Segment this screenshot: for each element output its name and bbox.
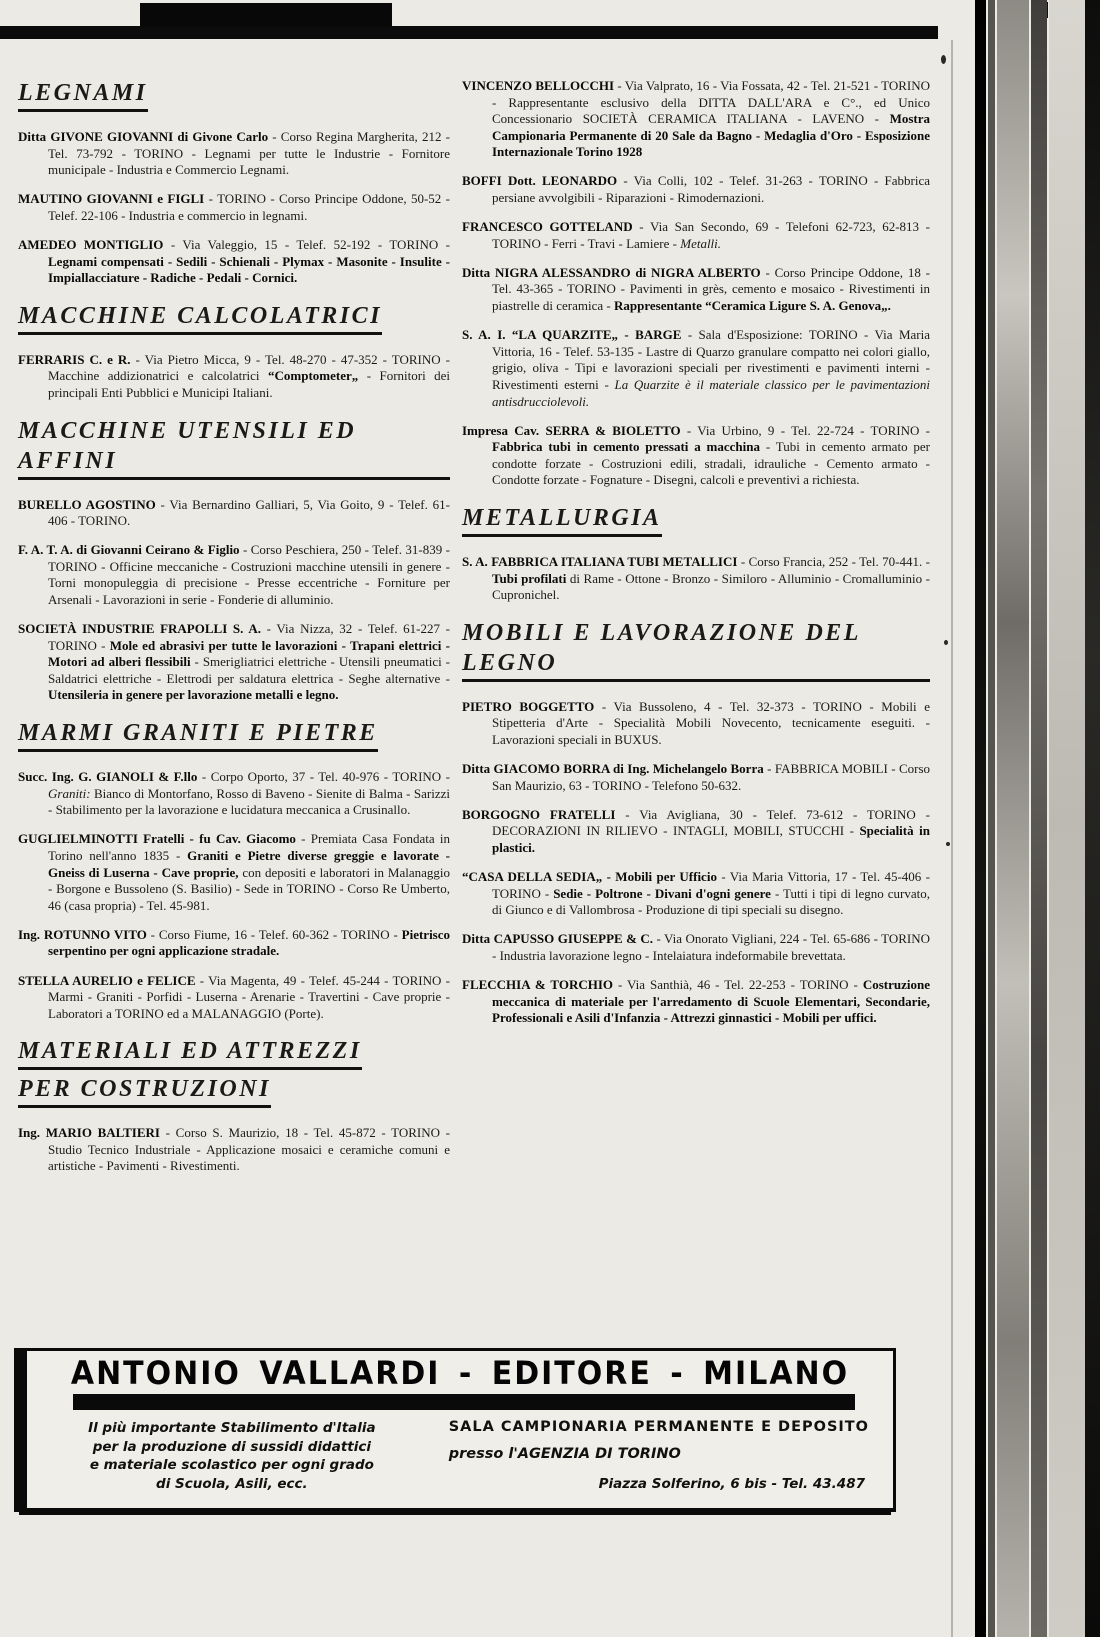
directory-entry: FERRARIS C. e R. - Via Pietro Micca, 9 - Tel. 48-270 - 47-352 - TORINO - Macchine addizionatrici e calcolatrici “Comptometer„ - Fornitori dei principali Enti Pubblici e Municipi Italiani. <box>18 351 451 400</box>
directory-entry: Ing. ROTUNNO VITO - Corso Fiume, 16 - Telef. 60-362 - TORINO - Pietrisco serpentino per ogni applicazione stradale. <box>18 926 451 959</box>
ad-agency-line: presso l'AGENZIA DI TORINO <box>448 1446 681 1462</box>
binding-shadow <box>988 0 995 1637</box>
directory-entry: MAUTINO GIOVANNI e FIGLI - TORINO - Corso Principe Oddone, 50-52 - Telef. 22-106 - Industria e commercio in legnami. <box>18 191 451 223</box>
binding-shadow <box>1049 0 1085 1637</box>
section-title: MACCHINE UTENSILI ED AFFINI <box>18 416 450 484</box>
directory-entry: Succ. Ing. G. GIANOLI & F.llo - Corpo Oporto, 37 - Tel. 40-976 - TORINO - Graniti: Bianco di Montorfano, Rosso di Baveno - Sienite di Balma - Sarizzi - Stabilimento per la lavorazione e lucidatura meccanica a Crusinallo. <box>18 769 450 818</box>
vallardi-ad <box>14 1348 896 1512</box>
directory-entry: Impresa Cav. SERRA & BIOLETTO - Via Urbino, 9 - Tel. 22-724 - TORINO - Fabbrica tubi in cemento pressati a macchina - Tubi in cemento armato per condotte forzate - Costruzioni edili, stradali, idrauliche - Cemento armato - Condotte forzate - Fognature - Disegni, calcoli e preventivi a richiesta. <box>462 422 931 488</box>
ad-left-line: di Scuola, Asili, ecc. <box>156 1475 308 1492</box>
directory-entry: S. A. I. “LA QUARZITE„ - BARGE - Sala d'Esposizione: TORINO - Via Maria Vittoria, 16 - Telef. 53-135 - Lastre di Quarzo granulare compatto nei colori giallo, grigio, oliva - Tipi e lavorazioni speciali per rivestimenti e pavimenti interni - Rivestimenti esterni - La Quarzite è il materiale classico per le pavimentazioni antisdrucciolevoli. <box>462 327 930 409</box>
ad-address-line: Piazza Solferino, 6 bis - Tel. 43.487 <box>598 1476 865 1492</box>
binding-shadow <box>997 0 1029 1637</box>
section-title: MOBILI E LAVORAZIONE DEL LEGNO <box>462 618 930 686</box>
ad-title: ANTONIO VALLARDI - EDITORE - MILANO <box>70 1354 850 1393</box>
left-column <box>18 78 450 1188</box>
directory-entry: Ditta CAPUSSO GIUSEPPE & C. - Via Onorato Vigliani, 224 - Tel. 65-686 - TORINO - Industria lavorazione legno - Intelaiatura indeformabile brevettata. <box>462 931 930 963</box>
directory-entry: VINCENZO BELLOCCHI - Via Valprato, 16 - Via Fossata, 42 - Tel. 21-521 - TORINO - Rappresentante esclusivo della DITTA DALL'ARA e C°., ed Unico Concessionario SOCIETÀ CERAMICA ITALIANA - LAVENO - Mostra Campionaria Permanente di 20 Sale da Bagno - Medaglia d'Oro - Esposizione Internazionale Torino 1928 <box>462 78 930 160</box>
ad-showroom-line: SALA CAMPIONARIA PERMANENTE E DEPOSITO <box>448 1419 869 1435</box>
scan-artifact <box>946 842 950 846</box>
section-title: METALLURGIA <box>462 503 930 541</box>
directory-entry: “CASA DELLA SEDIA„ - Mobili per Ufficio - Via Maria Vittoria, 17 - Tel. 45-406 - TORINO - Sedie - Poltrone - Divani d'ogni genere - Tutti i tipi di legno curvato, di Giunco e di Vallombrosa - Produzione di tipi speciali su disegno. <box>462 869 930 918</box>
directory-entry: BURELLO AGOSTINO - Via Bernardino Galliari, 5, Via Goito, 9 - Telef. 61-406 - TORINO. <box>18 496 450 529</box>
directory-entry: FRANCESCO GOTTELAND - Via San Secondo, 69 - Telefoni 62-723, 62-813 - TORINO - Ferri - Travi - Lamiere - Metalli. <box>462 219 931 251</box>
top-rule <box>0 26 938 39</box>
directory-entry: BORGOGNO FRATELLI - Via Avigliana, 30 - Telef. 73-612 - TORINO - DECORAZIONI IN RILIEVO - INTAGLI, MOBILI, STUCCHI - Specialità in plastici. <box>462 806 930 855</box>
ad-left-line: per la produzione di sussidi didattici <box>92 1438 371 1455</box>
redaction-bar <box>140 3 392 28</box>
ad-divider-bar <box>73 1394 855 1410</box>
scan-artifact <box>941 55 946 64</box>
binding-shadow <box>1085 0 1100 1637</box>
section-title: MACCHINE CALCOLATRICI <box>18 301 450 339</box>
directory-entry: GUGLIELMINOTTI Fratelli - fu Cav. Giacomo - Premiata Casa Fondata in Torino nell'anno 1835 - Graniti e Pietre diverse greggie e lavorate - Gneiss di Luserna - Cave proprie, con depositi e laboratori in Malanaggio - Borgone e Bussoleno (S. Basilio) - Sede in TORINO - Corso Re Umberto, 46 (casa propria) - Tel. 45-981. <box>18 831 450 913</box>
ad-left-text <box>71 1419 393 1493</box>
binding-shadow <box>1031 0 1047 1637</box>
binding-shadow <box>975 0 986 1637</box>
ad-left-line: e materiale scolastico per ogni grado <box>89 1457 374 1473</box>
directory-entry: Ditta NIGRA ALESSANDRO di NIGRA ALBERTO - Corso Principe Oddone, 18 - Tel. 43-365 - TORINO - Pavimenti in grès, cemento e mosaico - Rivestimenti in piastrelle di ceramica - Rappresentante “Ceramica Ligure S. A. Genova„. <box>462 264 930 314</box>
page-edge-line <box>951 40 953 1637</box>
directory-entry: SOCIETÀ INDUSTRIE FRAPOLLI S. A. - Via Nizza, 32 - Telef. 61-227 - TORINO - Mole ed abrasivi per tutte le lavorazioni - Trapani elettrici - Motori ad alberi flessibili - Smerigliatrici elettriche - Utensili pneumatici - Saldatrici elettriche - Elettrodi per saldatura elettrica - Seghe alternative - Utensileria in genere per lavorazione metalli e legno. <box>18 621 450 703</box>
section-title: MATERIALI ED ATTREZZI PER COSTRUZIONI <box>18 1036 450 1112</box>
directory-entry: STELLA AURELIO e FELICE - Via Magenta, 49 - Telef. 45-244 - TORINO - Marmi - Graniti - Porfidi - Luserna - Arenarie - Travertini - Cave proprie - Laboratori a TORINO ed a MALANAGGIO (Porte). <box>18 972 451 1021</box>
directory-entry: Ditta GIVONE GIOVANNI di Givone Carlo - Corso Regina Margherita, 212 - Tel. 73-792 - TORINO - Legnami per tutte le Industrie - Fornitore municipale - Industria e Commercio Legnami. <box>18 129 450 178</box>
ad-left-line: Il più importante Stabilimento d'Italia <box>88 1420 376 1436</box>
directory-entry: Ing. MARIO BALTIERI - Corso S. Maurizio, 18 - Tel. 45-872 - TORINO - Studio Tecnico Industriale - Applicazione mosaici e ceramiche comuni e artistiche - Pavimenti - Rivestimenti. <box>18 1125 450 1174</box>
section-title: MARMI GRANITI E PIETRE <box>18 718 450 756</box>
directory-entry: S. A. FABBRICA ITALIANA TUBI METALLICI - Corso Francia, 252 - Tel. 70-441. - Tubi profilati di Rame - Ottone - Bronzo - Similoro - Alluminio - Cromalluminio - Cupronichel. <box>462 553 930 603</box>
directory-entry: F. A. T. A. di Giovanni Ceirano & Figlio - Corso Peschiera, 250 - Telef. 31-839 - TORINO - Officine meccaniche - Costruzioni macchine utensili in genere - Torni monopuleggia di precisione - Presse eccentriche - Forniture per Arsenali - Lavorazioni in serie - Fonderie di alluminio. <box>18 542 451 607</box>
ad-right-text <box>393 1419 869 1493</box>
directory-entry: Ditta GIACOMO BORRA di Ing. Michelangelo Borra - FABBRICA MOBILI - Corso San Maurizio, 63 - TORINO - Telefono 50-632. <box>462 761 931 793</box>
section-title: LEGNAMI <box>18 78 450 116</box>
right-column <box>462 78 930 1039</box>
scan-artifact <box>944 640 948 645</box>
directory-entry: BOFFI Dott. LEONARDO - Via Colli, 102 - Telef. 31-263 - TORINO - Fabbrica persiane avvolgibili - Riparazioni - Rimodernazioni. <box>462 173 930 206</box>
directory-entry: PIETRO BOGGETTO - Via Bussoleno, 4 - Tel. 32-373 - TORINO - Mobili e Stipetteria d'Arte - Specialità Mobili Novecento, tecnicamente eseguiti. - Lavorazioni speciali in BUXUS. <box>462 698 930 747</box>
directory-entry: AMEDEO MONTIGLIO - Via Valeggio, 15 - Telef. 52-192 - TORINO - Legnami compensati - Sedili - Schienali - Plymax - Masonite - Insulite - Impiallacciature - Radiche - Pedali - Cornici. <box>18 236 450 286</box>
directory-entry: FLECCHIA & TORCHIO - Via Santhià, 46 - Tel. 22-253 - TORINO - Costruzione meccanica di materiale per l'arredamento di Scuole Elementari, Secondarie, Professionali e Asili d'Infanzia - Attrezzi ginnastici - Mobili per uffici. <box>462 976 930 1026</box>
